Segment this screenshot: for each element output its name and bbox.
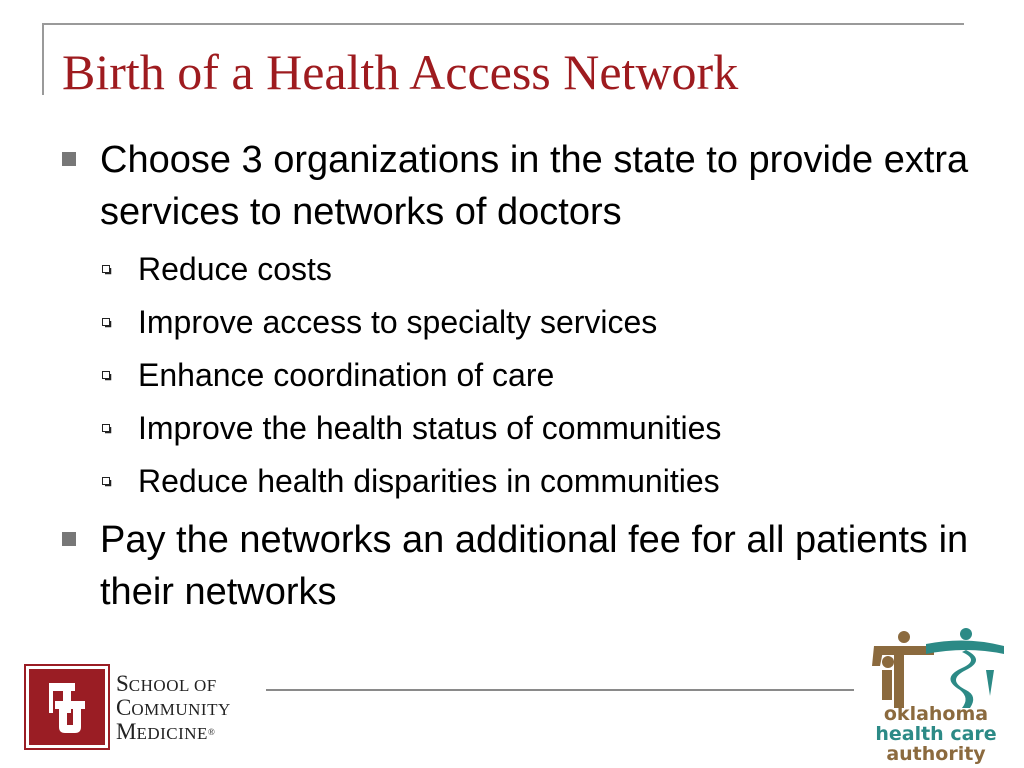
ohca-wordmark: [866, 704, 1006, 764]
school-name: [116, 672, 231, 744]
ohca-line-1: oklahoma: [883, 703, 989, 725]
school-line-2: COMMUNITY: [116, 695, 231, 720]
bullet-text: Pay the networks an additional fee for all patients in their networks: [100, 519, 969, 613]
sub-bullet-item: [102, 246, 902, 296]
checkbox-bullet-icon: [102, 371, 112, 381]
footer-rule: [266, 689, 854, 691]
people-caduceus-icon: [866, 626, 1006, 710]
sub-bullet-text: Enhance coordination of care: [138, 357, 555, 393]
sub-bullet-item: [102, 405, 902, 455]
bullet-item: [62, 134, 969, 238]
slide-title: Birth of a Health Access Network: [62, 44, 739, 100]
bullet-text: Choose 3 organizations in the state to provide extra services to networks of doctors: [100, 139, 969, 233]
ohca-line-3: authority: [886, 743, 986, 765]
sub-bullet-text: Reduce costs: [138, 251, 332, 287]
checkbox-bullet-icon: [102, 265, 112, 275]
sub-bullet-item: [102, 299, 902, 349]
school-line-3: MEDICINE®: [116, 719, 215, 744]
sub-bullet-text: Reduce health disparities in communities: [138, 463, 720, 499]
school-line-1: SCHOOL OF: [116, 671, 217, 696]
square-bullet-icon: [62, 532, 76, 546]
checkbox-bullet-icon: [102, 424, 112, 434]
ou-monogram-icon: [26, 666, 108, 748]
square-bullet-icon: [62, 152, 76, 166]
bullet-item: [62, 514, 969, 618]
sub-bullet-text: Improve the health status of communities: [138, 410, 722, 446]
sub-bullet-item: [102, 352, 902, 402]
ohca-line-2: health care: [875, 723, 997, 745]
sub-bullet-item: [102, 458, 902, 508]
sub-bullet-text: Improve access to specialty services: [138, 304, 658, 340]
checkbox-bullet-icon: [102, 318, 112, 328]
checkbox-bullet-icon: [102, 477, 112, 487]
